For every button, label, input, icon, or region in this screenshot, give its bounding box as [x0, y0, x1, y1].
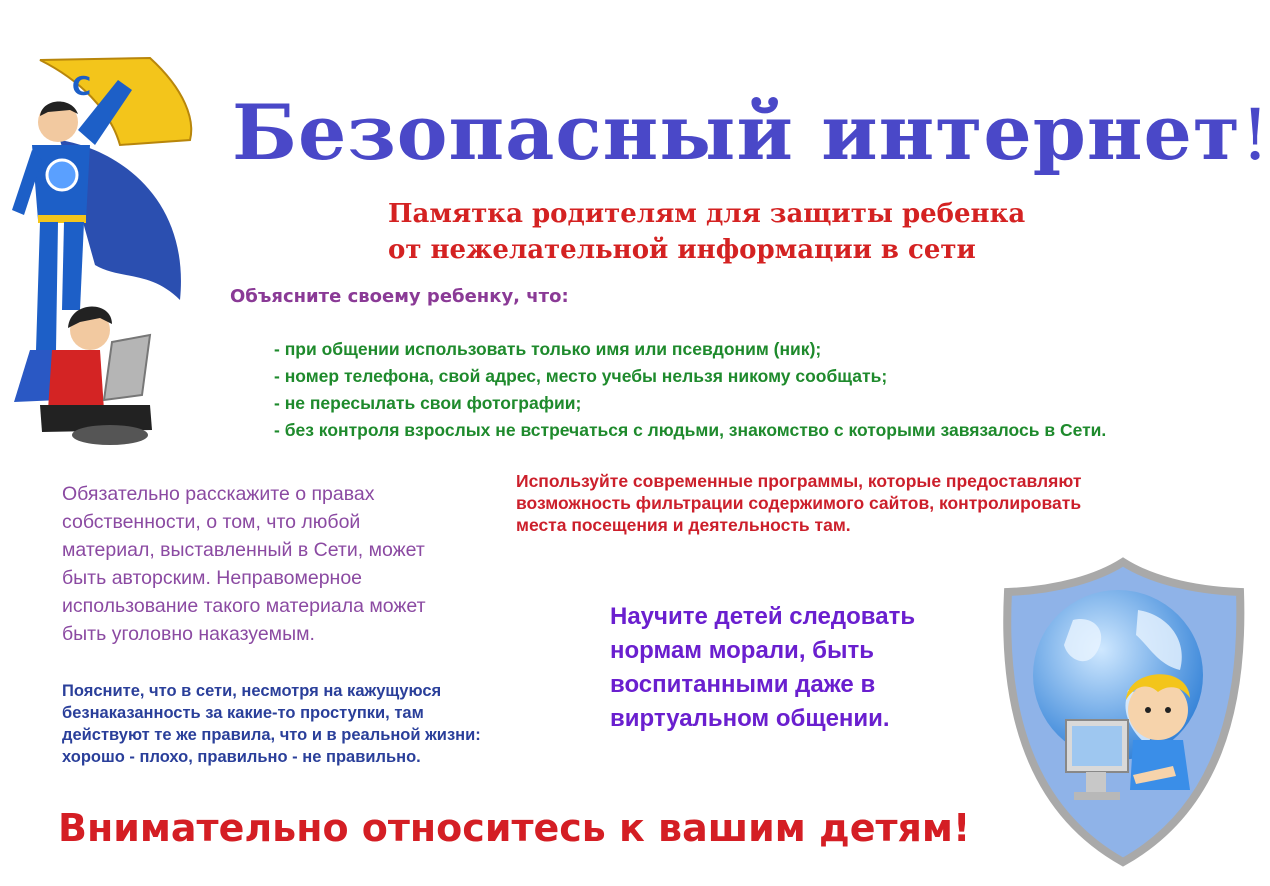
- list-item: - не пересылать свои фотографии;: [274, 393, 582, 413]
- footer-slogan: Внимательно относитесь к вашим детям!: [58, 806, 971, 850]
- paragraph-line: Обязательно расскажите о правах: [62, 483, 375, 505]
- paragraph-line: виртуальном общении.: [610, 705, 890, 732]
- filter-programs-paragraph: [516, 470, 1081, 536]
- same-rules-paragraph: [62, 680, 481, 768]
- advice-list: [274, 336, 1106, 444]
- paragraph-line: воспитанными даже в: [610, 671, 876, 698]
- paragraph-line: Научите детей следовать: [610, 603, 916, 630]
- laptop-icon: [104, 335, 150, 400]
- title-main: Безопасный интернет: [232, 88, 1241, 177]
- paragraph-line: возможность фильтрации содержимого сайтов, контролировать: [516, 493, 1082, 513]
- page-title: [232, 88, 1270, 177]
- subtitle-line-2: от нежелательной информации в сети: [388, 235, 976, 265]
- title-exclamation: !: [1240, 94, 1270, 176]
- paragraph-line: быть уголовно наказуемым.: [62, 623, 315, 645]
- paragraph-line: хорошо - плохо, правильно - не правильно.: [62, 748, 421, 766]
- explain-heading: Объясните своему ребенку, что:: [230, 286, 569, 307]
- subtitle-line-1: Памятка родителям для защиты ребенка: [388, 199, 1026, 229]
- paragraph-line: материал, выставленный в Сети, может: [62, 539, 425, 561]
- teach-morals-paragraph: [610, 600, 915, 736]
- shield-letter: C: [72, 72, 92, 102]
- list-item: - при общении использовать только имя или псевдоним (ник);: [274, 339, 822, 359]
- paragraph-line: места посещения и деятельность там.: [516, 515, 851, 535]
- paragraph-line: нормам морали, быть: [610, 637, 874, 664]
- paragraph-line: использование такого материала может: [62, 595, 426, 617]
- paragraph-line: быть авторским. Неправомерное: [62, 567, 363, 589]
- paragraph-line: действуют те же правила, что и в реальной жизни:: [62, 726, 481, 744]
- paragraph-line: Используйте современные программы, которые предоставляют: [516, 471, 1082, 491]
- shield-globe-child-illustration: [998, 560, 1248, 865]
- paragraph-line: собственности, о том, что любой: [62, 511, 361, 533]
- superhero-with-child-illustration: [0, 50, 200, 450]
- paragraph-line: Поясните, что в сети, несмотря на кажущуюся: [62, 682, 442, 700]
- list-item: - номер телефона, свой адрес, место учебы нельзя никому сообщать;: [274, 366, 888, 386]
- subtitle: [388, 196, 1025, 268]
- property-rights-paragraph: [62, 480, 512, 648]
- paragraph-line: безнаказанность за какие-то проступки, там: [62, 704, 424, 722]
- list-item: - без контроля взрослых не встречаться с людьми, знакомство с которыми завязалось в Сети.: [274, 420, 1107, 440]
